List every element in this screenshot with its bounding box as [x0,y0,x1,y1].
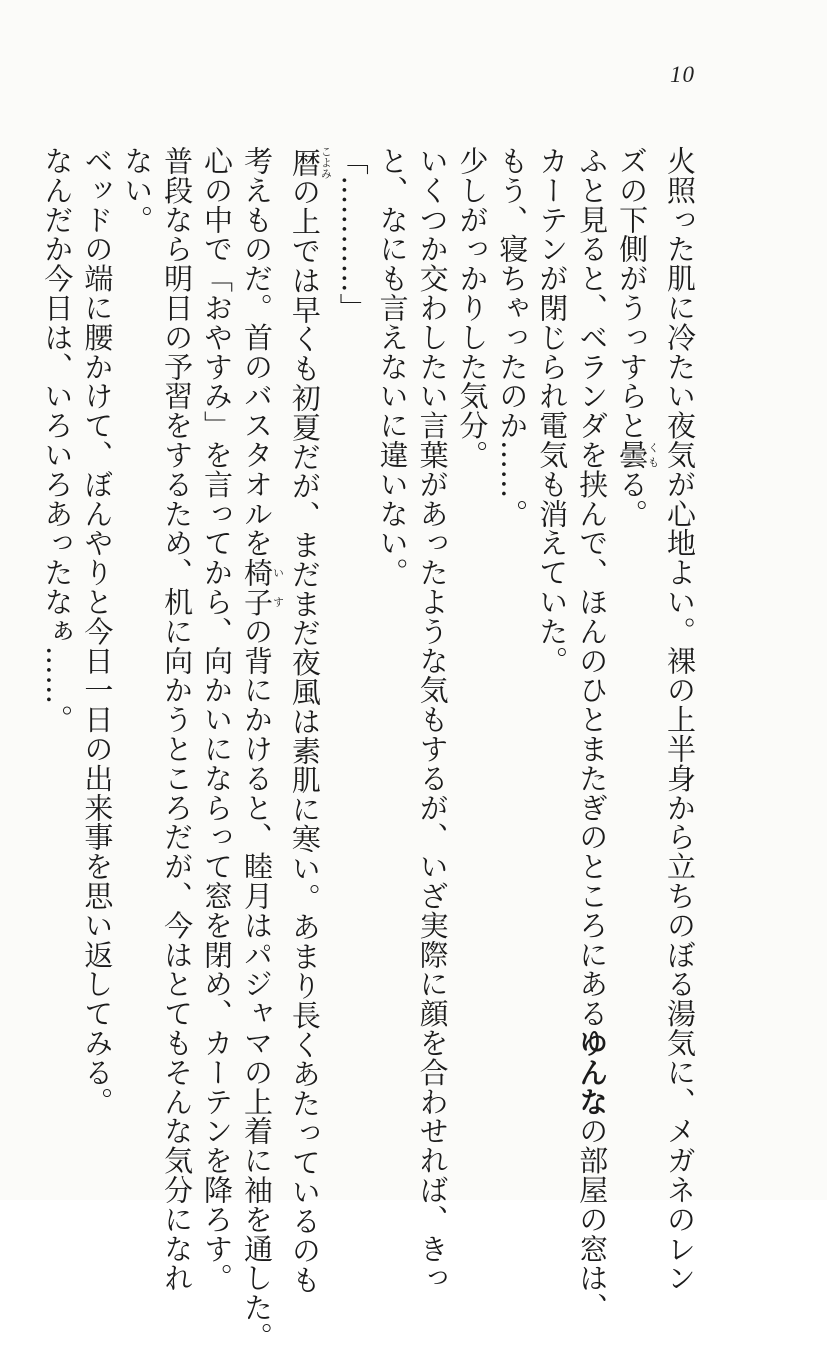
text-line [659,146,699,1293]
text-segment: の部屋の窓は、 [575,1116,610,1323]
ruby-word [615,440,660,470]
text-line [611,146,659,1136]
text-segment: もう、寝ちゃったのか……。 [495,146,530,529]
ruby-annotation: くも [646,440,660,470]
text-segment: なんだか今日は、いろいろあったなぁ……。 [40,146,75,734]
text-segment: ふと見ると、ベランダを挟んで、ほんのひとまたぎのところにある [575,146,610,1028]
text-line [452,146,492,1136]
text-line [531,146,571,1136]
text-segment: 普段なら明日の予習をするため、机に向かうところだが、今はとてもそんな気分になれ [160,146,195,1293]
text-line [196,146,236,1293]
text-segment: カーテンが閉じられ電気も消えていた。 [535,146,570,676]
text-line [284,146,333,1295]
text-segment: ない。 [120,146,155,235]
text-segment: と、なにも言えないに違いない。 [375,146,410,587]
page-number: 10 [670,62,695,87]
text-segment: 考えものだ。首のバスタオルを [239,146,274,558]
text-segment: 火照った肌に冷たい夜気が心地よい。裸の上半身から立ちのぼる湯気に、メガネのレン [663,146,697,1293]
ruby-word [239,557,285,617]
text-line [372,146,412,1136]
text-segment: ベッドの端に腰かけて、ぼんやりと今日一日の出来事を思い返してみる。 [80,146,115,1117]
text-segment: いくつか交わしたい言葉があったような気もするが、いざ実際に顔を合わせれば、きっ [415,146,450,1293]
text-line [571,146,611,1323]
text-segment: ズの下側がうっすらと [615,146,650,440]
text-line [156,146,196,1293]
text-segment: る。 [615,469,650,529]
ruby-base: 曇 [615,440,650,470]
text-segment: 心の中で「おやすみ」を言ってから、向かいにならって窓を閉め、カーテンを降ろす。 [200,146,235,1293]
ruby-base: 椅子 [239,557,274,617]
text-line [236,146,285,1351]
ruby-annotation: いす [271,557,285,617]
text-segment: 少しがっかりした気分。 [455,146,490,470]
vertical-text-body [37,146,700,1351]
text-segment: の背にかけると、睦月はパジャマの上着に袖を通した。 [239,616,274,1351]
text-line [76,146,116,1136]
text-line [412,146,452,1293]
text-line [491,146,531,1136]
ruby-annotation: こよみ [319,146,333,179]
text-segment: の上では早くも初夏だが、まだまだ夜風は素肌に寒い。あまり長くあたっているのも [287,177,322,1295]
emphasized-name: ゆんな [575,1028,610,1117]
ruby-base: 暦 [287,146,322,179]
text-line [37,146,77,1136]
text-segment: 「…………」 [335,146,370,323]
text-line [116,146,156,1136]
text-line [332,146,372,1136]
ruby-word [287,146,333,179]
